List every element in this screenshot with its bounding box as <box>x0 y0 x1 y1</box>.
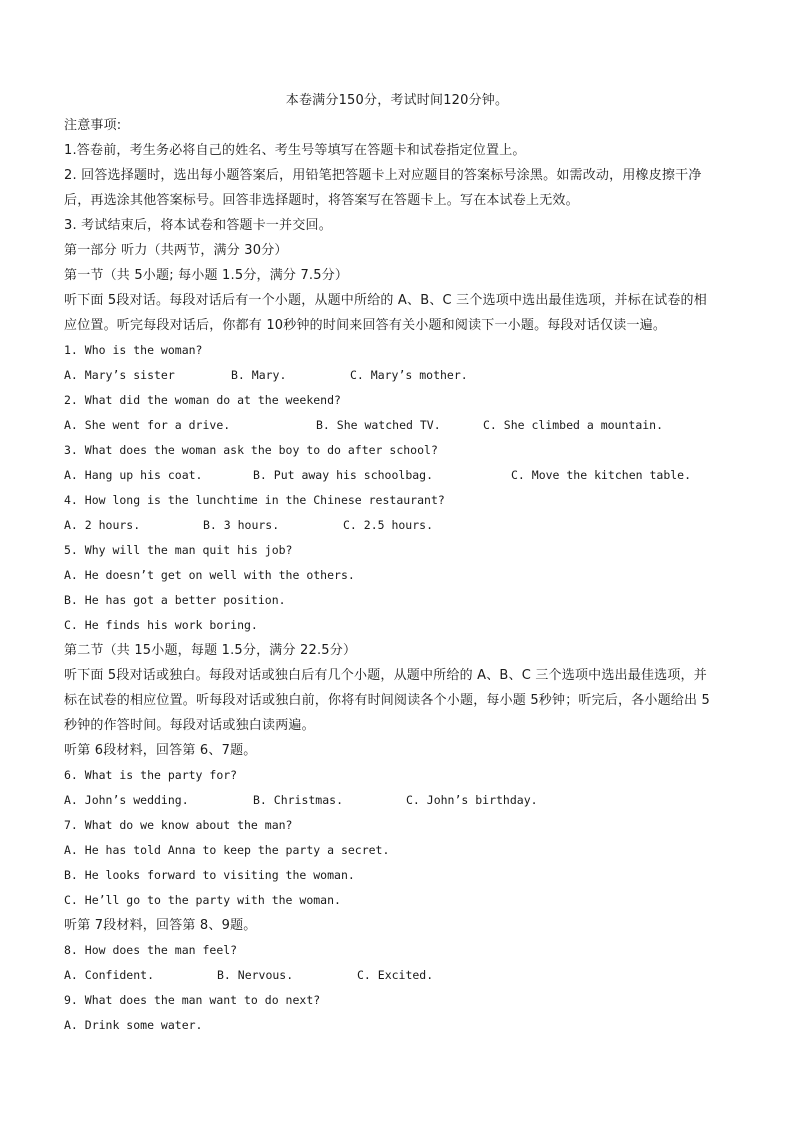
note-item: 后，再选涂其他答案标号。回答非选择题时，将答案写在答题卡上。写在本试卷上无效。 <box>64 193 579 208</box>
option-c: C. He’ll go to the party with the woman. <box>64 893 341 907</box>
question-stem: 9. What does the man want to do next? <box>64 993 321 1007</box>
option-c: C. 2.5 hours. <box>343 518 434 532</box>
option-a: A. He doesn’t get on well with the others. <box>64 568 355 582</box>
option-c: C. Excited. <box>357 968 434 982</box>
option-c: C. She climbed a mountain. <box>483 418 664 432</box>
option-b: B. Mary. <box>231 368 287 382</box>
question-stem: 4. How long is the lunchtime in the Chinese restaurant? <box>64 493 445 507</box>
option-c: C. Mary’s mother. <box>350 368 468 382</box>
option-row <box>64 413 738 438</box>
section2-instructions: 听下面 5段对话或独白。每段对话或独白后有几个小题，从题中所给的 A、B、C 三个选项中选出最佳选项，并 <box>64 668 707 683</box>
option-a: A. 2 hours. <box>64 518 141 532</box>
option-b: B. He looks forward to visiting the woman. <box>64 868 355 882</box>
option-row <box>64 788 738 813</box>
section2-instructions: 标在试卷的相应位置。听每段对话或独白前，你将有时间阅读各个小题，每小题 5秒钟；听完后，各小题给出 5 <box>64 693 711 708</box>
part1-title: 第一部分 听力（共两节，满分 30分） <box>64 243 288 258</box>
option-b: B. Nervous. <box>217 968 294 982</box>
option-a: A. She went for a drive. <box>64 418 231 432</box>
option-row <box>64 513 738 538</box>
option-b: B. 3 hours. <box>203 518 280 532</box>
question-stem: 3. What does the woman ask the boy to do after school? <box>64 443 438 457</box>
option-b: B. Christmas. <box>253 793 344 807</box>
option-a: A. Hang up his coat. <box>64 468 203 482</box>
option-a: A. He has told Anna to keep the party a secret. <box>64 843 390 857</box>
material-heading: 听第 6段材料，回答第 6、7题。 <box>64 743 257 758</box>
option-c: C. Move the kitchen table. <box>511 468 692 482</box>
question-stem: 8. How does the man feel? <box>64 943 238 957</box>
option-a: A. Mary’s sister <box>64 368 175 382</box>
question-stem: 5. Why will the man quit his job? <box>64 543 293 557</box>
option-b: B. Put away his schoolbag. <box>253 468 434 482</box>
section1-instructions: 听下面 5段对话。每段对话后有一个小题，从题中所给的 A、B、C 三个选项中选出最佳选项，并标在试卷的相 <box>64 293 707 308</box>
section1-title: 第一节（共 5小题; 每小题 1.5分，满分 7.5分） <box>64 268 349 283</box>
option-b: B. She watched TV. <box>316 418 441 432</box>
option-row <box>64 463 738 488</box>
option-c: C. He finds his work boring. <box>64 618 258 632</box>
option-row <box>64 963 738 988</box>
section2-instructions: 秒钟的作答时间。每段对话或独白读两遍。 <box>64 718 315 733</box>
question-stem: 1. Who is the woman? <box>64 343 203 357</box>
section2-title: 第二节（共 15小题，每题 1.5分，满分 22.5分） <box>64 643 357 658</box>
option-a: A. John’s wedding. <box>64 793 189 807</box>
notes-title: 注意事项: <box>64 118 122 133</box>
option-row <box>64 363 738 388</box>
question-stem: 2. What did the woman do at the weekend? <box>64 393 341 407</box>
note-item: 1.答卷前，考生务必将自己的姓名、考生号等填写在答题卡和试卷指定位置上。 <box>64 143 526 158</box>
note-item: 3. 考试结束后，将本试卷和答题卡一并交回。 <box>64 218 332 233</box>
score-time-header: 本卷满分150分，考试时间120分钟。 <box>285 93 509 108</box>
question-stem: 6. What is the party for? <box>64 768 238 782</box>
option-a: A. Drink some water. <box>64 1018 203 1032</box>
option-c: C. John’s birthday. <box>406 793 538 807</box>
option-a: A. Confident. <box>64 968 155 982</box>
question-stem: 7. What do we know about the man? <box>64 818 293 832</box>
option-b: B. He has got a better position. <box>64 593 286 607</box>
note-item: 2. 回答选择题时，选出每小题答案后，用铅笔把答题卡上对应题目的答案标号涂黑。如需改动，用橡皮擦干净 <box>64 168 702 183</box>
section1-instructions: 应位置。听完每段对话后，你都有 10秒钟的时间来回答有关小题和阅读下一小题。每段对话仅读一遍。 <box>64 318 667 333</box>
material-heading: 听第 7段材料，回答第 8、9题。 <box>64 918 257 933</box>
